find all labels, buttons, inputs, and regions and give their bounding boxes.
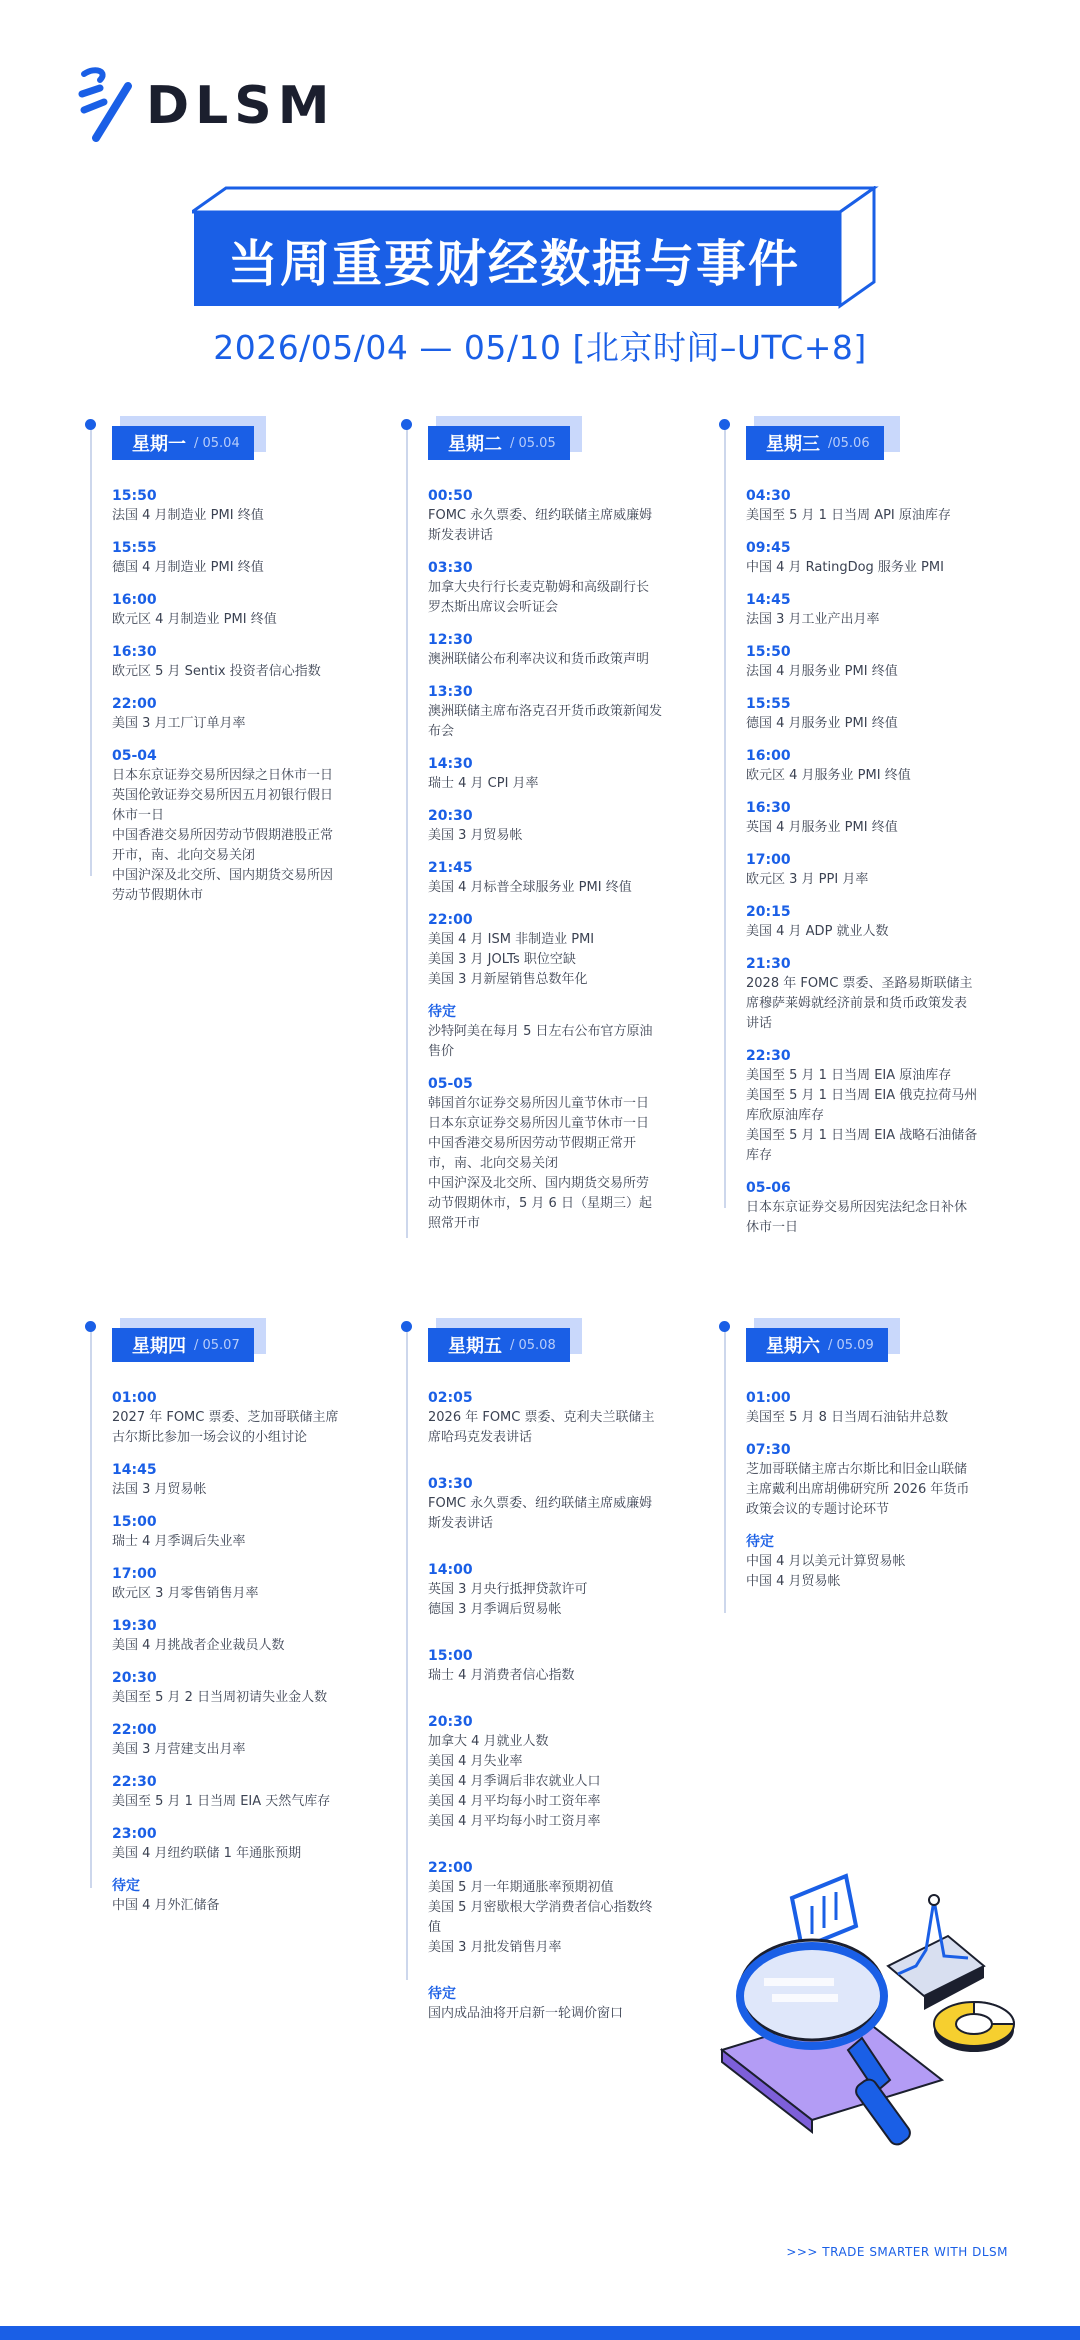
event-item: 20:15 美国 4 月 ADP 就业人数: [746, 904, 889, 939]
event-item: 16:30 英国 4 月服务业 PMI 终值: [746, 800, 898, 835]
day-tag: 星期五 / 05.08: [428, 1328, 570, 1362]
page-title: 当周重要财经数据与事件: [228, 235, 800, 293]
event-item: 19:30 美国 4 月挑战者企业裁员人数: [112, 1618, 285, 1653]
event-item: 05-05 韩国首尔证券交易所因儿童节休市一日 日本东京证券交易所因儿童节休市一日 中国香港交易所因劳动节假期正常开 市，南、北向交易关闭 中国沪深及北交所、国内期货交易所劳 动节假期休市，5 月 6 日（星期三）起 照常开市: [428, 1076, 652, 1231]
brand-logo: [78, 66, 336, 146]
event-item: 00:50 FOMC 永久票委、纽约联储主席威廉姆 斯发表讲话: [428, 488, 653, 543]
dlsm-logo-icon: [78, 66, 138, 142]
event-item: 23:00 美国 4 月纽约联储 1 年通胀预期: [112, 1826, 302, 1861]
event-item: 09:45 中国 4 月 RatingDog 服务业 PMI: [746, 540, 944, 575]
day-column-friday: [428, 1328, 718, 2036]
event-item: 05-06 日本东京证券交易所因宪法纪念日补休 休市一日: [746, 1180, 968, 1235]
event-item: 16:00 欧元区 4 月制造业 PMI 终值: [112, 592, 277, 627]
day-column-wednesday: [746, 426, 1036, 1250]
event-item: 待定 沙特阿美在每月 5 日左右公布官方原油 售价: [428, 1004, 653, 1059]
event-item: 21:30 2028 年 FOMC 票委、圣路易斯联储主 席穆萨莱姆就经济前景和货币政策发表 讲话: [746, 956, 973, 1031]
day-column-monday: [112, 426, 402, 918]
event-item: 01:00 美国至 5 月 8 日当周石油钻井总数: [746, 1390, 949, 1425]
title-banner: [192, 186, 882, 310]
event-item: 22:00 美国 4 月 ISM 非制造业 PMI 美国 3 月 JOLTs 职位空缺 美国 3 月新屋销售总数年化: [428, 912, 595, 987]
day-tag: 星期一 / 05.04: [112, 426, 254, 460]
event-item: 16:00 欧元区 4 月服务业 PMI 终值: [746, 748, 911, 783]
event-item: 14:30 瑞士 4 月 CPI 月率: [428, 756, 539, 791]
event-item: 20:30 美国至 5 月 2 日当周初请失业金人数: [112, 1670, 328, 1705]
event-item: 待定 国内成品油将开启新一轮调价窗口: [428, 1986, 624, 2021]
footer-bar: [0, 2326, 1080, 2340]
event-item: 14:45 法国 3 月工业产出月率: [746, 592, 880, 627]
event-item: 14:00 英国 3 月央行抵押贷款许可 德国 3 月季调后贸易帐: [428, 1562, 588, 1617]
event-item: 22:00 美国 3 月工厂订单月率: [112, 696, 246, 731]
day-column-saturday: [746, 1328, 1036, 1604]
day-tag: 星期六 / 05.09: [746, 1328, 888, 1362]
event-item: 17:00 欧元区 3 月零售销售月率: [112, 1566, 259, 1601]
event-item: 15:00 瑞士 4 月季调后失业率: [112, 1514, 246, 1549]
event-item: 12:30 澳洲联储公布利率决议和货币政策声明: [428, 632, 650, 667]
day-tag: 星期三 /05.06: [746, 426, 884, 460]
brand-name: DLSM: [146, 76, 336, 136]
event-item: 13:30 澳洲联储主席布洛克召开货币政策新闻发 布会: [428, 684, 663, 739]
event-item: 15:55 德国 4 月制造业 PMI 终值: [112, 540, 264, 575]
event-item: 15:50 法国 4 月服务业 PMI 终值: [746, 644, 898, 679]
event-item: 22:30 美国至 5 月 1 日当周 EIA 天然气库存: [112, 1774, 331, 1809]
event-item: 21:45 美国 4 月标普全球服务业 PMI 终值: [428, 860, 632, 895]
event-item: 14:45 法国 3 月贸易帐: [112, 1462, 207, 1497]
magnifier-analytics-illustration: [712, 1870, 1032, 2170]
event-item: 22:30 美国至 5 月 1 日当周 EIA 原油库存 美国至 5 月 1 日当周 EIA 俄克拉荷马州 库欣原油库存 美国至 5 月 1 日当周 EIA 战略石油储备 库存: [746, 1048, 978, 1163]
event-item: 15:55 德国 4 月服务业 PMI 终值: [746, 696, 898, 731]
day-tag: 星期二 / 05.05: [428, 426, 570, 460]
event-item: 16:30 欧元区 5 月 Sentix 投资者信心指数: [112, 644, 321, 679]
date-range: 2026/05/04 — 05/10 [北京时间–UTC+8]: [213, 328, 867, 367]
event-item: 02:05 2026 年 FOMC 票委、克利夫兰联储主 席哈玛克发表讲话: [428, 1390, 655, 1445]
day-column-tuesday: [428, 426, 718, 1246]
event-item: 22:00 美国 5 月一年期通胀率预期初值 美国 5 月密歇根大学消费者信心指数终 值 美国 3 月批发销售月率: [428, 1860, 653, 1955]
event-item: 20:30 加拿大 4 月就业人数 美国 4 月失业率 美国 4 月季调后非农就业人口 美国 4 月平均每小时工资年率 美国 4 月平均每小时工资月率: [428, 1714, 601, 1829]
day-tag: 星期四 / 05.07: [112, 1328, 254, 1362]
event-item: 01:00 2027 年 FOMC 票委、芝加哥联储主席 古尔斯比参加一场会议的小组讨论: [112, 1390, 339, 1445]
event-item: 05-04 日本东京证券交易所因绿之日休市一日 英国伦敦证券交易所因五月初银行假日 休市一日 中国香港交易所因劳动节假期港股正常 开市，南、北向交易关闭 中国沪深及北交所、国内期货交易所因 劳动节假期休市: [112, 748, 334, 903]
event-item: 07:30 芝加哥联储主席古尔斯比和旧金山联储 主席戴利出席胡佛研究所 2026 年货币 政策会议的专题讨论环节: [746, 1442, 970, 1517]
day-column-thursday: [112, 1328, 402, 1928]
event-item: 待定 中国 4 月以美元计算贸易帐 中国 4 月贸易帐: [746, 1534, 906, 1589]
event-item: 03:30 加拿大央行行长麦克勒姆和高级副行长 罗杰斯出席议会听证会: [428, 560, 650, 615]
footer-tagline: >>> TRADE SMARTER WITH DLSM: [786, 2245, 1008, 2259]
event-item: 03:30 FOMC 永久票委、纽约联储主席威廉姆 斯发表讲话: [428, 1476, 653, 1531]
event-item: 04:30 美国至 5 月 1 日当周 API 原油库存: [746, 488, 951, 523]
event-item: 待定 中国 4 月外汇储备: [112, 1878, 220, 1913]
event-item: 15:50 法国 4 月制造业 PMI 终值: [112, 488, 264, 523]
event-item: 17:00 欧元区 3 月 PPI 月率: [746, 852, 869, 887]
event-item: 15:00 瑞士 4 月消费者信心指数: [428, 1648, 575, 1683]
event-item: 20:30 美国 3 月贸易帐: [428, 808, 523, 843]
event-item: 22:00 美国 3 月营建支出月率: [112, 1722, 246, 1757]
